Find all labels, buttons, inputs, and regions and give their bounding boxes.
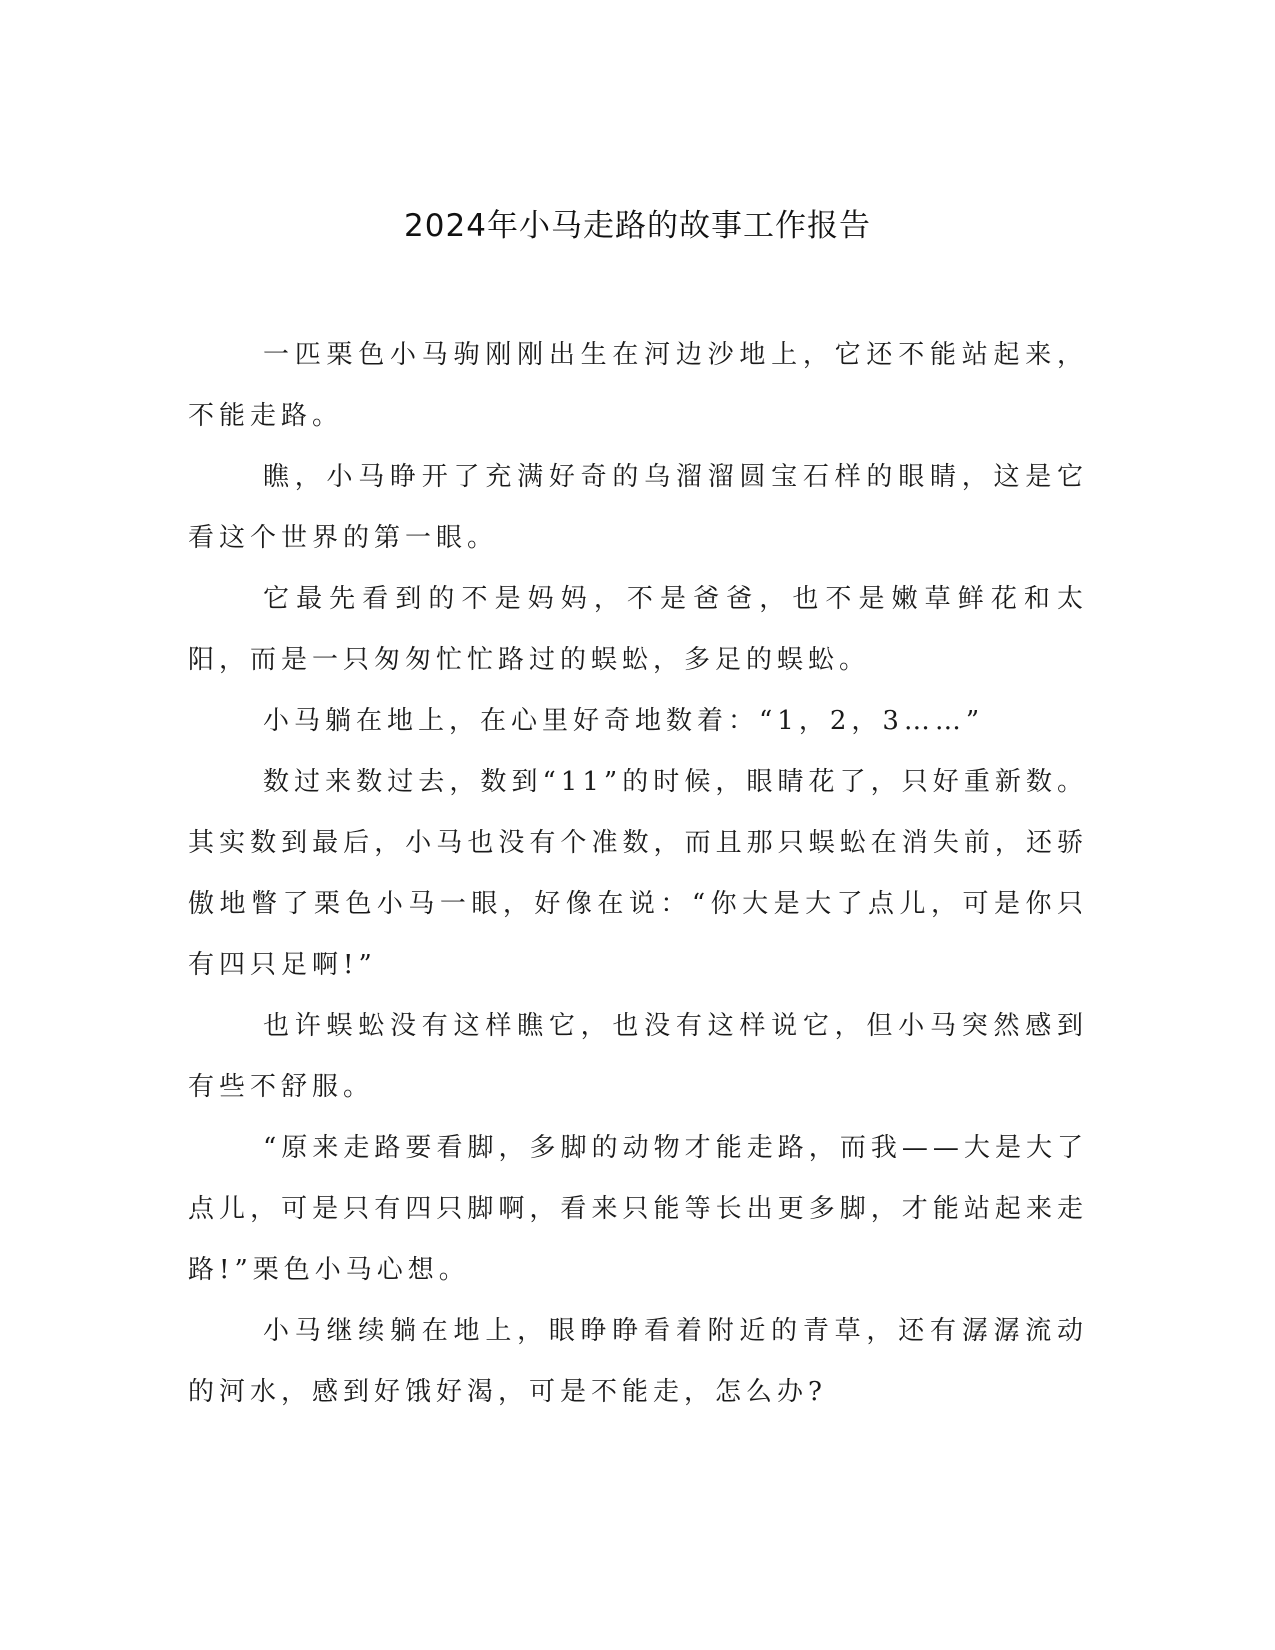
paragraph-1: 一匹栗色小马驹刚刚出生在河边沙地上，它还不能站起来，不能走路。: [188, 340, 1088, 431]
paragraph-3: 它最先看到的不是妈妈，不是爸爸，也不是嫩草鲜花和太阳，而是一只匆匆忙忙路过的蜈蚣，多足的蜈蚣。: [188, 584, 1088, 675]
document-body: [188, 325, 1088, 1423]
document-title: 2024年小马走路的故事工作报告: [404, 208, 871, 244]
paragraph-8: 小马继续躺在地上，眼睁睁看着附近的青草，还有潺潺流动的河水，感到好饿好渴，可是不能走，怎么办?: [188, 1316, 1088, 1407]
paragraph-4: 小马躺在地上，在心里好奇地数着：“1，2，3……”: [263, 706, 985, 736]
paragraph-2: 瞧，小马睁开了充满好奇的乌溜溜圆宝石样的眼睛，这是它看这个世界的第一眼。: [188, 462, 1088, 553]
paragraph-7: “原来走路要看脚，多脚的动物才能走路，而我——大是大了点儿，可是只有四只脚啊，看来只能等长出更多脚，才能站起来走路!”栗色小马心想。: [188, 1133, 1088, 1285]
paragraph-5: 数过来数过去，数到“11”的时候，眼睛花了，只好重新数。其实数到最后，小马也没有个准数，而且那只蜈蚣在消失前，还骄傲地瞥了栗色小马一眼，好像在说：“你大是大了点儿，可是你只有四只足啊!”: [188, 767, 1088, 980]
paragraph-6: 也许蜈蚣没有这样瞧它，也没有这样说它，但小马突然感到有些不舒服。: [188, 1011, 1088, 1102]
